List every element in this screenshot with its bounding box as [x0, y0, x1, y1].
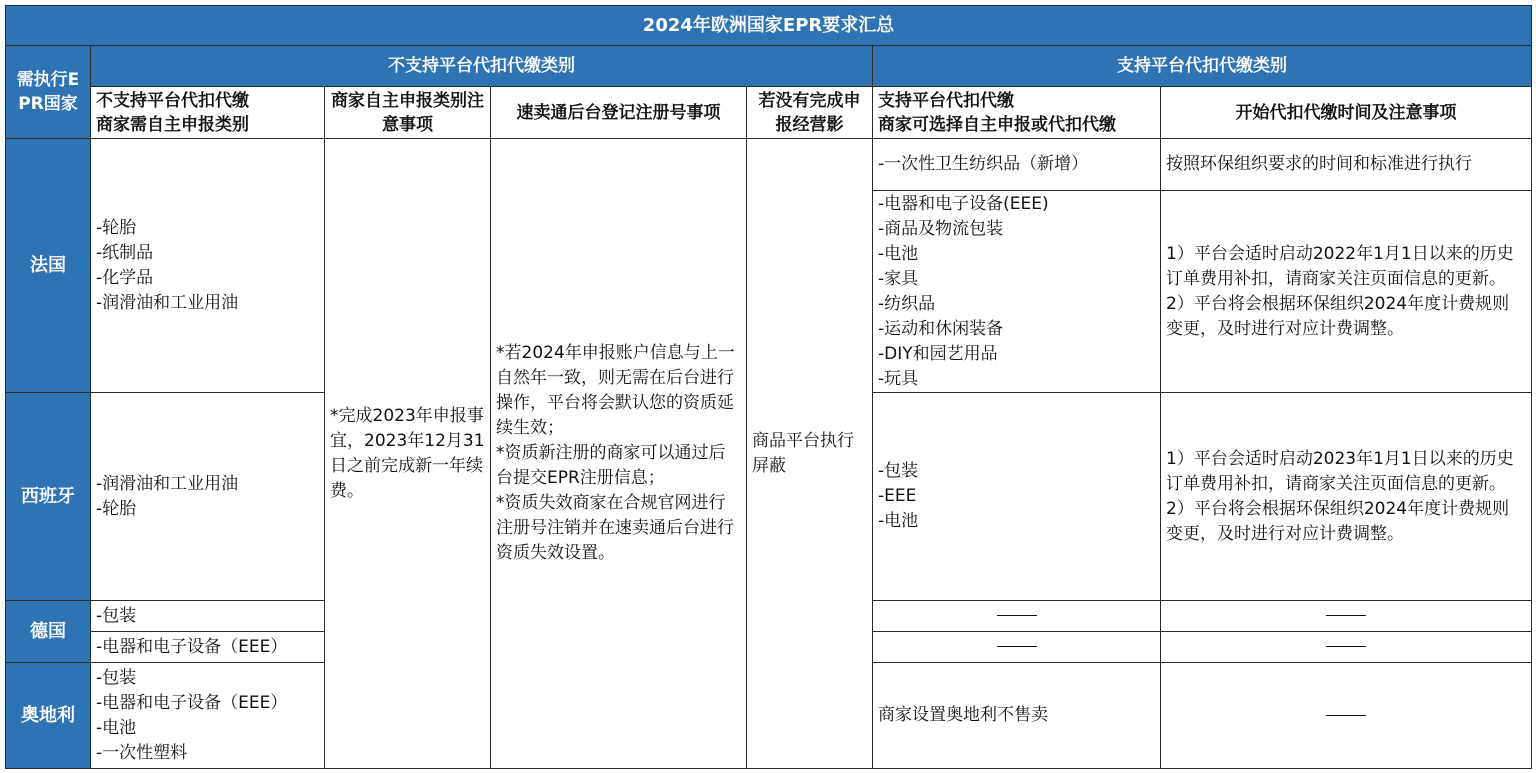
- france-supported-categories: -电器和电子设备(EEE) -商品及物流包装 -电池 -家具 -纺织品 -运动和休闲装备 -DIY和园艺用品 -玩具: [873, 191, 1161, 393]
- col-unsupported-categories-header: 不支持平台代扣代缴 商家需自主申报类别: [91, 87, 325, 139]
- self-declare-notes: *完成2023年申报事宜，2023年12月31日之前完成新一年续费。: [325, 139, 491, 769]
- spain-timing-notes: 1）平台会适时启动2023年1月1日以来的历史订单费用补扣，请商家关注页面信息的更新。 2）平台将会根据环保组织2024年度计费规则变更，及时进行对应计费调整。: [1161, 393, 1532, 601]
- impact-austria-no-sale: 商家设置奥地利不售卖: [873, 663, 1161, 769]
- dash-line: [1326, 646, 1366, 647]
- epr-requirements-table: [5, 5, 1532, 769]
- supported-group-header: 支持平台代扣代缴类别: [873, 46, 1532, 87]
- dash-line: [1326, 615, 1366, 616]
- germany-supported-none-2: [873, 632, 1161, 663]
- france-unsupported-categories: -轮胎 -纸制品 -化学品 -润滑油和工业用油: [91, 139, 325, 393]
- col-impact-header: 若没有完成申报经营影: [747, 87, 873, 139]
- spain-supported-categories: -包装 -EEE -电池: [873, 393, 1161, 601]
- dash-line: [1326, 715, 1366, 716]
- country-spain: 西班牙: [6, 393, 91, 601]
- country-germany: 德国: [6, 601, 91, 663]
- col-registration-notes-header: 速卖通后台登记注册号事项: [491, 87, 747, 139]
- dash-line: [997, 646, 1037, 647]
- france-timing-new: 按照环保组织要求的时间和标准进行执行: [1161, 139, 1532, 191]
- dash-line: [997, 615, 1037, 616]
- col-self-declare-notes-header: 商家自主申报类别注意事项: [325, 87, 491, 139]
- impact-block-products: 商品平台执行屏蔽: [747, 139, 873, 769]
- france-supported-new: -一次性卫生纺织品（新增）: [873, 139, 1161, 191]
- austria-supported-none: [1161, 663, 1532, 769]
- spain-unsupported-categories: -润滑油和工业用油 -轮胎: [91, 393, 325, 601]
- germany-supported-none-1: [873, 601, 1161, 632]
- germany-timing-none-2: [1161, 632, 1532, 663]
- country-austria: 奥地利: [6, 663, 91, 769]
- table-title: 2024年欧洲国家EPR要求汇总: [6, 6, 1532, 46]
- country-france: 法国: [6, 139, 91, 393]
- germany-timing-none-1: [1161, 601, 1532, 632]
- country-column-header: 需执行EPR国家: [6, 46, 91, 139]
- france-timing-notes: 1）平台会适时启动2022年1月1日以来的历史订单费用补扣，请商家关注页面信息的更新。 2）平台将会根据环保组织2024年度计费规则变更，及时进行对应计费调整。: [1161, 191, 1532, 393]
- germany-unsupported-packaging: -包装: [91, 601, 325, 632]
- registration-notes: *若2024年申报账户信息与上一自然年一致，则无需在后台进行操作，平台将会默认您的资质延续生效； *资质新注册的商家可以通过后台提交EPR注册信息； *资质失效商家在合规官网进行注册号注销并在速卖通后台进行资质失效设置。: [491, 139, 747, 769]
- col-timing-header: 开始代扣代缴时间及注意事项: [1161, 87, 1532, 139]
- germany-unsupported-eee: -电器和电子设备（EEE）: [91, 632, 325, 663]
- austria-unsupported-categories: -包装 -电器和电子设备（EEE） -电池 -一次性塑料: [91, 663, 325, 769]
- col-supported-categories-header: 支持平台代扣代缴 商家可选择自主申报或代扣代缴: [873, 87, 1161, 139]
- unsupported-group-header: 不支持平台代扣代缴类别: [91, 46, 873, 87]
